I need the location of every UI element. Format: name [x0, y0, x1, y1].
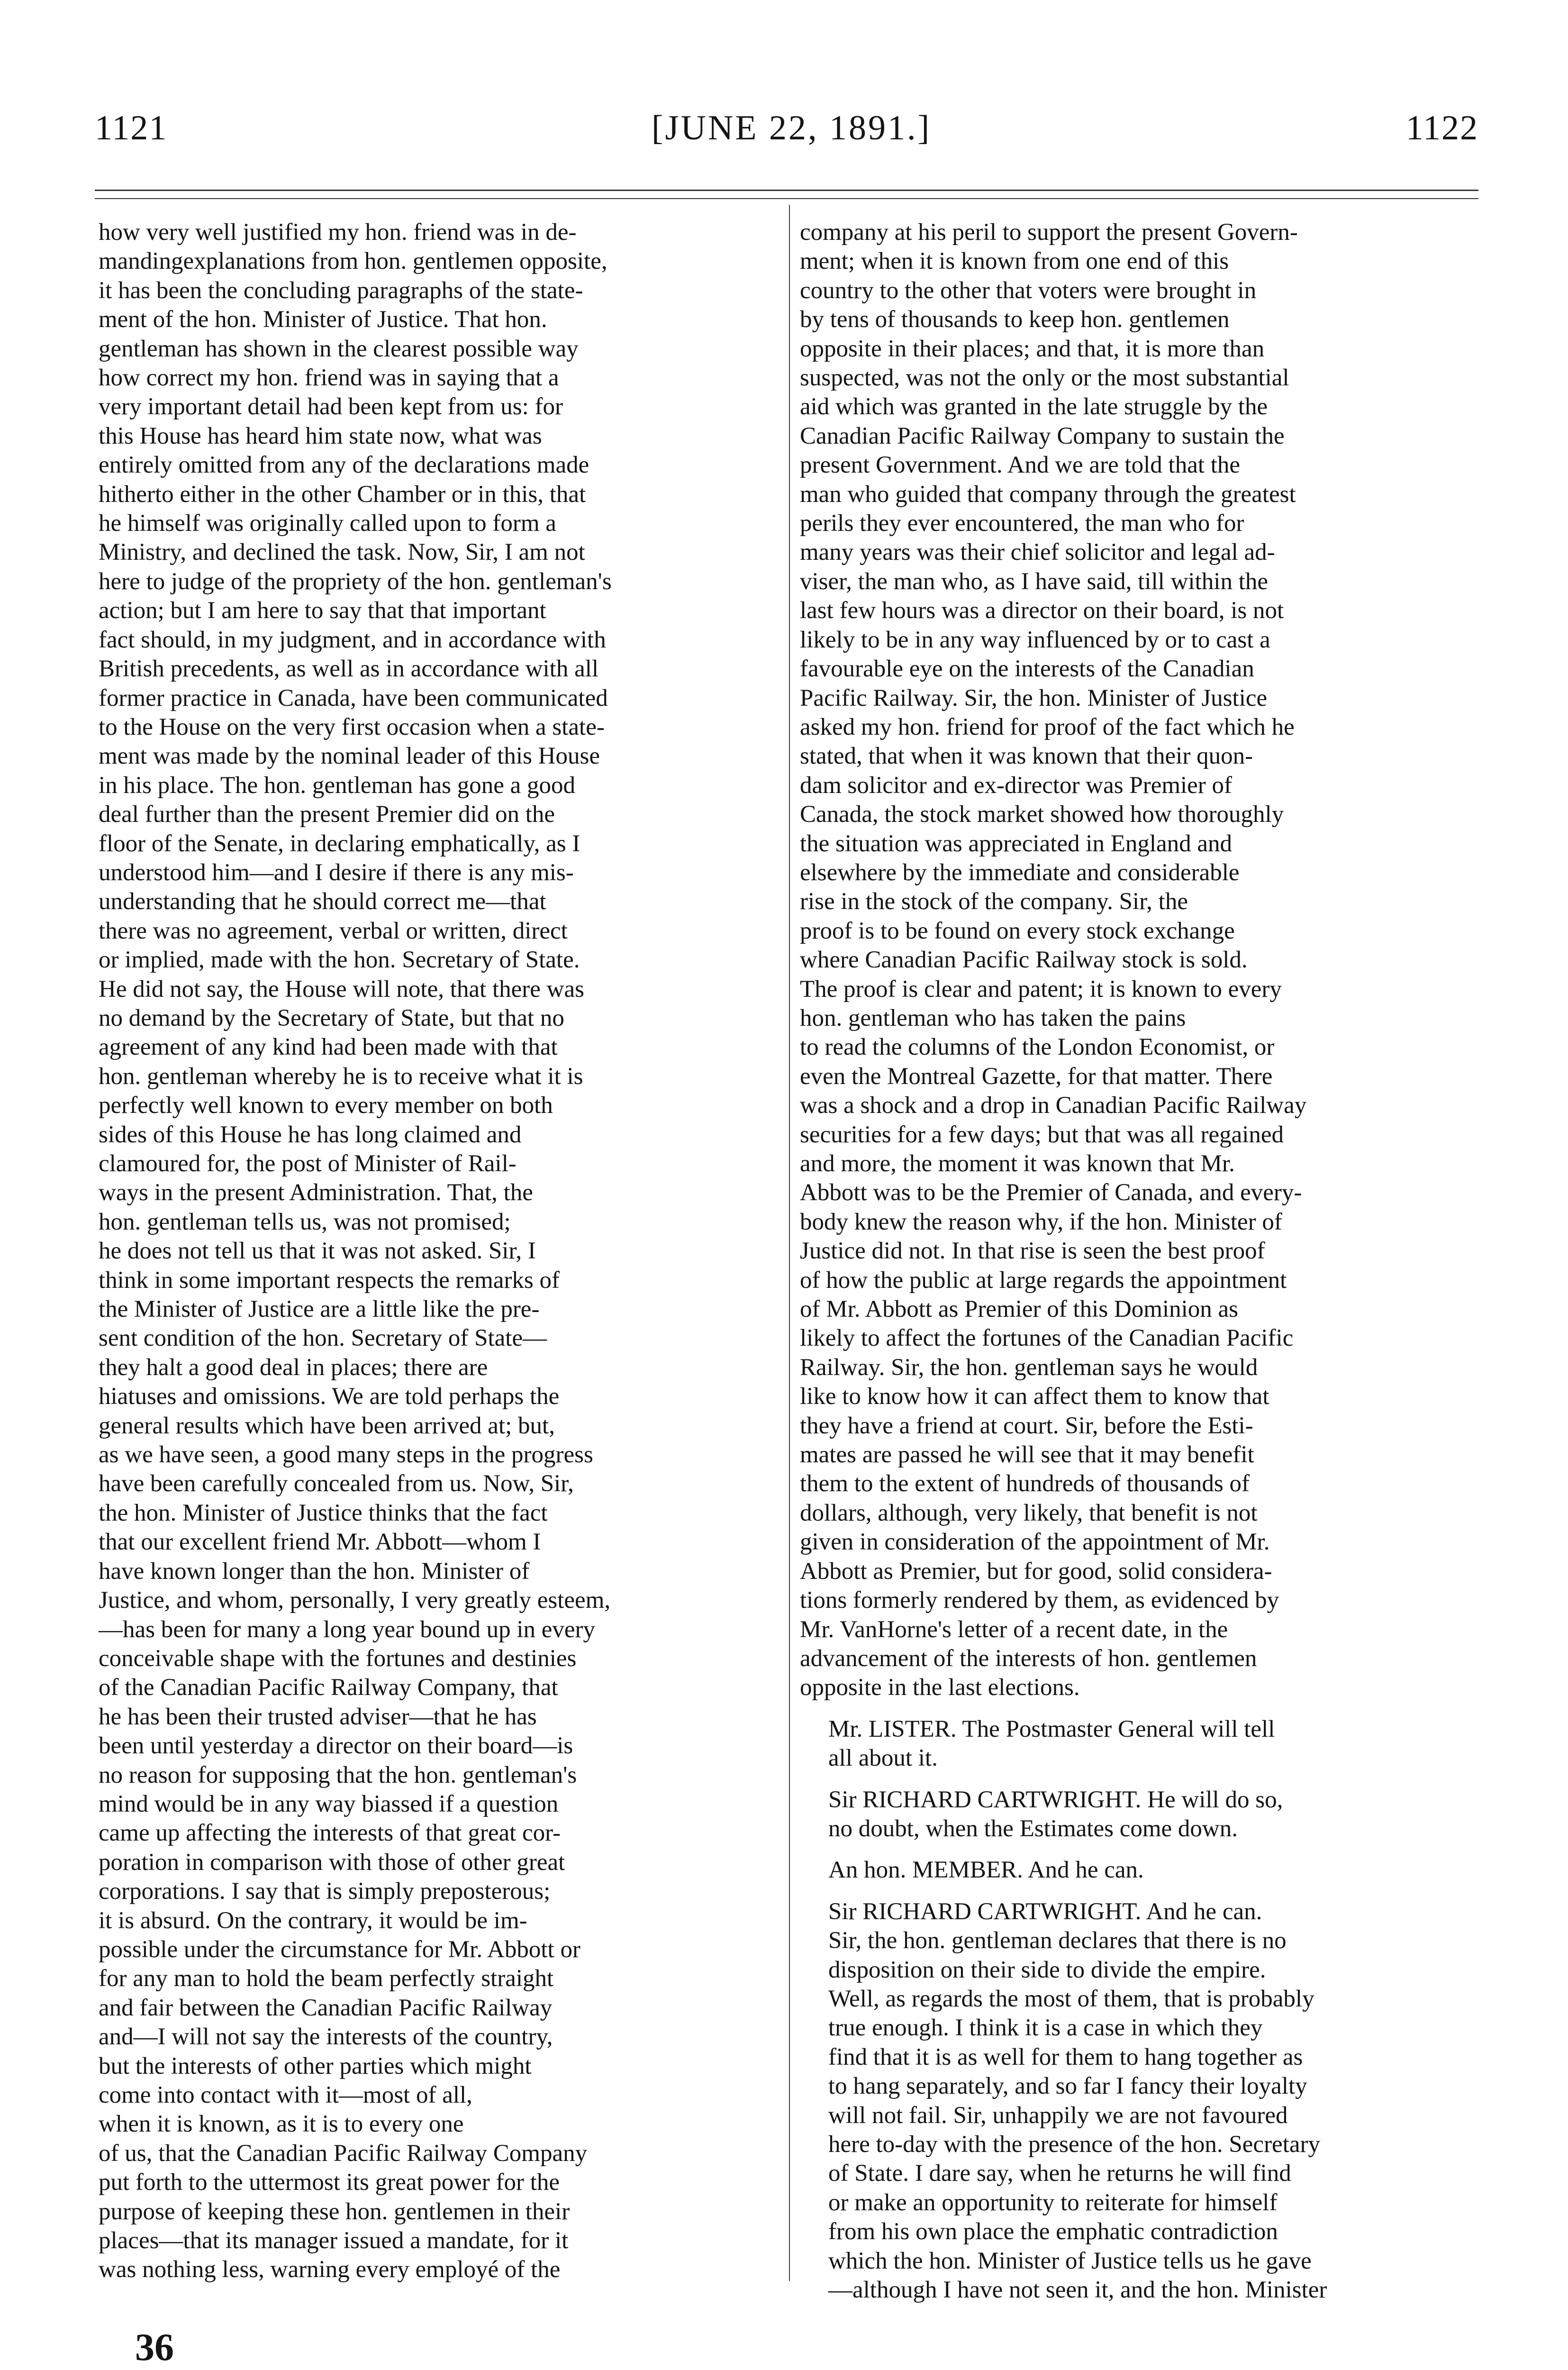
text-line: come into contact with it—most of all,: [99, 2082, 472, 2108]
text-line: Canada, the stock market showed how thoroughly: [800, 801, 1284, 828]
text-line: present Government. And we are told that the: [800, 452, 1241, 479]
text-line: action; but I am here to say that that important: [99, 597, 546, 624]
text-line: —although I have not seen it, and the hon. Minister: [828, 2277, 1327, 2304]
text-line: ment; when it is known from one end of this: [800, 248, 1229, 275]
text-line: which the hon. Minister of Justice tells us he gave: [828, 2247, 1312, 2274]
text-line: put forth to the uttermost its great power for the: [99, 2169, 560, 2196]
text-line: suspected, was not the only or the most substantial: [800, 365, 1289, 392]
text-line: ways in the present Administration. That, the: [99, 1179, 533, 1206]
text-line: places—that its manager issued a mandate, for it: [99, 2227, 569, 2254]
text-line: hitherto either in the other Chamber or in this, that: [99, 481, 586, 508]
text-line: perils they ever encountered, the man who for: [800, 510, 1244, 537]
text-line: to read the columns of the London Economist, or: [800, 1034, 1275, 1061]
text-line: viser, the man who, as I have said, till within the: [800, 568, 1269, 595]
text-line: tions formerly rendered by them, as evidenced by: [800, 1587, 1279, 1614]
text-line: in his place. The hon. gentleman has gone a good: [99, 772, 576, 799]
right-column-paragraph: [800, 218, 1477, 1703]
text-line: Sir RICHARD CARTWRIGHT. He will do so,: [828, 1786, 1283, 1813]
text-line: Justice, and whom, personally, I very greatly esteem,: [99, 1587, 611, 1614]
text-line: Abbott as Premier, but for good, solid considera-: [800, 1558, 1272, 1585]
text-line: or implied, made with the hon. Secretary of State.: [99, 947, 580, 974]
text-line: as we have seen, a good many steps in the progress: [99, 1441, 593, 1468]
left-column: [99, 218, 776, 2285]
text-line: how correct my hon. friend was in saying that a: [99, 365, 559, 392]
text-line: possible under the circumstance for Mr. Abbott or: [99, 1936, 580, 1963]
text-line: Canadian Pacific Railway Company to sustain the: [800, 422, 1285, 449]
text-line: Mr. LISTER. The Postmaster General will tell: [828, 1715, 1275, 1742]
text-line: no demand by the Secretary of State, but that no: [99, 1004, 564, 1031]
text-line: dollars, although, very likely, that benefit is not: [800, 1499, 1258, 1526]
text-line: have been carefully concealed from us. Now, Sir,: [99, 1470, 574, 1497]
text-line: very important detail had been kept from us: for: [99, 393, 563, 420]
text-line: general results which have been arrived at; but,: [99, 1412, 555, 1439]
text-line: even the Montreal Gazette, for that matter. There: [800, 1063, 1273, 1090]
text-line: them to the extent of hundreds of thousands of: [800, 1470, 1250, 1497]
text-line: favourable eye on the interests of the Canadian: [800, 656, 1254, 683]
text-line: they have a friend at court. Sir, before the Esti-: [800, 1412, 1253, 1439]
text-line: no reason for supposing that the hon. gentleman's: [99, 1761, 577, 1788]
text-line: He did not say, the House will note, that there was: [99, 975, 584, 1003]
text-line: hiatuses and omissions. We are told perhaps the: [99, 1383, 560, 1410]
text-line: likely to be in any way influenced by or to cast a: [800, 626, 1270, 653]
text-line: that our excellent friend Mr. Abbott—whom I: [99, 1529, 541, 1556]
text-line: all about it.: [828, 1745, 938, 1772]
text-line: Mr. VanHorne's letter of a recent date, in the: [800, 1616, 1228, 1643]
text-line: hon. gentleman who has taken the pains: [800, 1004, 1186, 1031]
text-line: and—I will not say the interests of the country,: [99, 2024, 553, 2051]
text-line: they halt a good deal in places; there are: [99, 1354, 488, 1381]
text-line: hon. gentleman whereby he is to receive what it is: [99, 1063, 583, 1090]
text-line: ment of the hon. Minister of Justice. That hon.: [99, 306, 547, 333]
text-line: how very well justified my hon. friend was in de-: [99, 219, 577, 246]
speech-paragraph: [800, 1715, 1477, 1773]
right-column: [800, 218, 1477, 2305]
text-line: no doubt, when the Estimates come down.: [828, 1815, 1238, 1842]
text-line: he himself was originally called upon to form a: [99, 510, 556, 537]
text-line: —has been for many a long year bound up in every: [99, 1616, 596, 1643]
text-line: Ministry, and declined the task. Now, Sir, I am not: [99, 539, 585, 566]
text-line: the Minister of Justice are a little like the pre-: [99, 1296, 540, 1323]
text-line: likely to affect the fortunes of the Canadian Pacific: [800, 1325, 1294, 1352]
text-line: elsewhere by the immediate and considerable: [800, 859, 1240, 886]
text-line: rise in the stock of the company. Sir, the: [800, 888, 1188, 915]
header-rule-thin: [95, 198, 1478, 199]
text-line: company at his peril to support the present Govern-: [800, 219, 1298, 246]
text-line: this House has heard him state now, what was: [99, 422, 542, 449]
text-line: last few hours was a director on their board, is not: [800, 597, 1284, 624]
speech-paragraph: [800, 1897, 1477, 2305]
text-line: it is absurd. On the contrary, it would be im-: [99, 1907, 527, 1934]
column-divider: [789, 205, 790, 2281]
text-line: by tens of thousands to keep hon. gentlemen: [800, 306, 1230, 333]
text-line: asked my hon. friend for proof of the fact which he: [800, 713, 1295, 740]
text-line: deal further than the present Premier did on the: [99, 801, 555, 828]
page-number-right: 1122: [1405, 109, 1478, 147]
text-line: here to-day with the presence of the hon. Secretary: [828, 2131, 1320, 2158]
text-line: ment was made by the nominal leader of this House: [99, 743, 600, 770]
text-line: true enough. I think it is a case in which they: [828, 2014, 1263, 2042]
text-line: aid which was granted in the late struggle by the: [800, 393, 1268, 420]
text-line: the hon. Minister of Justice thinks that the fact: [99, 1499, 548, 1526]
text-line: sent condition of the hon. Secretary of State—: [99, 1325, 547, 1352]
text-line: Justice did not. In that rise is seen the best proof: [800, 1238, 1265, 1265]
text-line: will not fail. Sir, unhappily we are not favoured: [828, 2102, 1288, 2129]
text-line: he has been their trusted adviser—that he has: [99, 1703, 537, 1730]
text-line: was a shock and a drop in Canadian Pacific Railway: [800, 1092, 1307, 1119]
text-line: have known longer than the hon. Minister of: [99, 1558, 530, 1585]
text-line: given in consideration of the appointment of Mr.: [800, 1529, 1270, 1556]
text-line: former practice in Canada, have been communicated: [99, 684, 608, 711]
text-line: Well, as regards the most of them, that is probably: [828, 1985, 1314, 2012]
text-line: floor of the Senate, in declaring emphatically, as I: [99, 830, 580, 857]
text-line: purpose of keeping these hon. gentlemen in their: [99, 2198, 570, 2225]
text-line: to the House on the very first occasion when a state-: [99, 713, 605, 740]
text-line: think in some important respects the remarks of: [99, 1267, 560, 1294]
text-line: of how the public at large regards the appointment: [800, 1267, 1287, 1294]
text-line: body knew the reason why, if the hon. Minister of: [800, 1208, 1282, 1235]
text-line: man who guided that company through the greatest: [800, 481, 1296, 508]
text-line: Railway. Sir, the hon. gentleman says he would: [800, 1354, 1258, 1381]
text-line: agreement of any kind had been made with that: [99, 1034, 558, 1061]
text-line: and fair between the Canadian Pacific Railway: [99, 1994, 553, 2021]
text-line: poration in comparison with those of other great: [99, 1849, 565, 1876]
text-line: Sir, the hon. gentleman declares that there is no: [828, 1927, 1287, 1954]
text-line: was nothing less, warning every employé of the: [99, 2256, 561, 2283]
text-line: mind would be in any way biassed if a question: [99, 1790, 559, 1817]
page-header: [95, 108, 1478, 160]
text-line: he does not tell us that it was not asked. Sir, I: [99, 1238, 536, 1265]
text-line: came up affecting the interests of that great cor-: [99, 1820, 561, 1847]
text-line: understood him—and I desire if there is any mis-: [99, 859, 574, 886]
text-line: for any man to hold the beam perfectly straight: [99, 1965, 554, 1992]
text-line: corporations. I say that is simply preposterous;: [99, 1878, 551, 1905]
text-line: gentleman has shown in the clearest possible way: [99, 335, 579, 362]
text-line: perfectly well known to every member on both: [99, 1092, 553, 1119]
text-line: disposition on their side to divide the empire.: [828, 1956, 1266, 1983]
page-number-left: 1121: [95, 109, 168, 147]
text-line: dam solicitor and ex-director was Premier of: [800, 772, 1233, 799]
header-date: [JUNE 22, 1891.]: [652, 109, 932, 147]
text-line: but the interests of other parties which might: [99, 2052, 532, 2079]
text-line: many years was their chief solicitor and legal ad-: [800, 539, 1275, 566]
text-line: or make an opportunity to reiterate for himself: [828, 2189, 1278, 2216]
text-line: mandingexplanations from hon. gentlemen opposite,: [99, 248, 607, 275]
text-line: of State. I dare say, when he returns he will find: [828, 2160, 1291, 2187]
header-rule: [95, 190, 1478, 191]
text-line: of us, that the Canadian Pacific Railway Company: [99, 2140, 588, 2167]
text-line: clamoured for, the post of Minister of Rail-: [99, 1150, 517, 1177]
text-line: to hang separately, and so far I fancy their loyalty: [828, 2073, 1307, 2100]
text-line: hon. gentleman tells us, was not promised;: [99, 1208, 511, 1235]
signature-mark: 36: [135, 2325, 174, 2369]
text-line: Abbott was to be the Premier of Canada, and every-: [800, 1179, 1302, 1206]
text-line: and more, the moment it was known that Mr.: [800, 1150, 1235, 1177]
speech-paragraph: [800, 1786, 1477, 1844]
text-line: the situation was appreciated in England and: [800, 830, 1233, 857]
text-line: fact should, in my judgment, and in accordance with: [99, 626, 606, 653]
text-line: stated, that when it was known that their quon-: [800, 743, 1253, 770]
text-line: of Mr. Abbott as Premier of this Dominion as: [800, 1296, 1239, 1323]
text-line: here to judge of the propriety of the hon. gentleman's: [99, 568, 612, 595]
text-line: advancement of the interests of hon. gentlemen: [800, 1645, 1257, 1672]
text-line: The proof is clear and patent; it is known to every: [800, 975, 1282, 1003]
text-line: been until yesterday a director on their board—is: [99, 1732, 573, 1759]
text-line: when it is known, as it is to every one: [99, 2111, 464, 2138]
text-line: find that it is as well for them to hang together as: [828, 2043, 1303, 2070]
text-line: Pacific Railway. Sir, the hon. Minister of Justice: [800, 684, 1268, 711]
text-line: sides of this House he has long claimed and: [99, 1121, 522, 1148]
speech-paragraph: [800, 1856, 1477, 1885]
text-line: entirely omitted from any of the declarations made: [99, 452, 589, 479]
text-line: of the Canadian Pacific Railway Company, that: [99, 1674, 558, 1701]
text-line: like to know how it can affect them to know that: [800, 1383, 1269, 1410]
text-line: there was no agreement, verbal or written, direct: [99, 917, 568, 944]
text-line: country to the other that voters were brought in: [800, 277, 1257, 304]
text-line: mates are passed he will see that it may benefit: [800, 1441, 1254, 1468]
text-line: opposite in the last elections.: [800, 1674, 1080, 1701]
text-line: Sir RICHARD CARTWRIGHT. And he can.: [828, 1898, 1262, 1925]
text-line: securities for a few days; but that was all regained: [800, 1121, 1284, 1148]
left-column-paragraph: [99, 218, 776, 2285]
text-line: opposite in their places; and that, it is more than: [800, 335, 1265, 362]
text-line: it has been the concluding paragraphs of the state-: [99, 277, 583, 304]
text-line: proof is to be found on every stock exchange: [800, 917, 1235, 944]
text-line: British precedents, as well as in accordance with all: [99, 656, 599, 683]
text-line: from his own place the emphatic contradiction: [828, 2218, 1278, 2245]
text-line: understanding that he should correct me—that: [99, 888, 546, 915]
text-line: An hon. MEMBER. And he can.: [828, 1857, 1144, 1884]
text-line: where Canadian Pacific Railway stock is sold.: [800, 947, 1248, 974]
text-line: conceivable shape with the fortunes and destinies: [99, 1645, 577, 1672]
